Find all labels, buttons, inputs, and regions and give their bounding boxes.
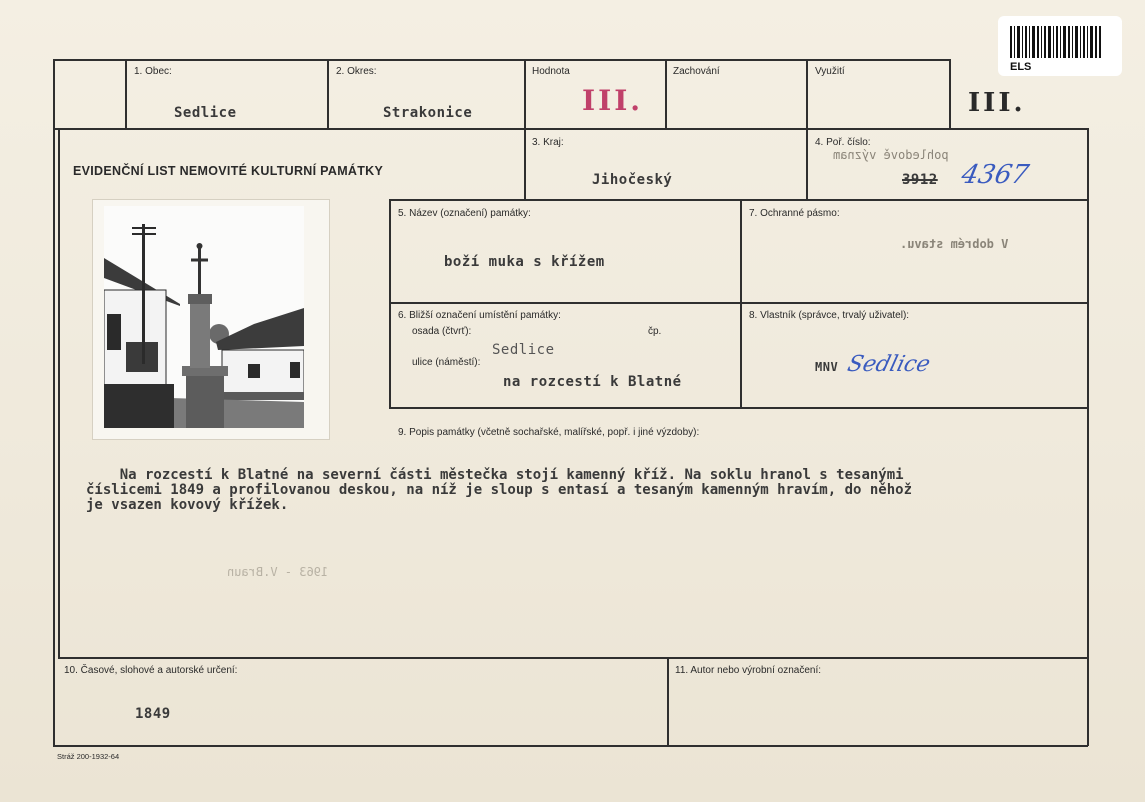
nazev-value: boží muka s křížem	[444, 254, 605, 270]
barcode-sticker	[998, 16, 1122, 76]
vlastnik-label: 8. Vlastník (správce, trvalý uživatel):	[749, 310, 910, 321]
popis-text	[86, 468, 1086, 513]
kraj-value: Jihočeský	[592, 172, 673, 188]
popis-line: je vsazen kovový křížek.	[86, 497, 289, 513]
popis-line: Na rozcestí k Blatné na severní části městečka stojí kamenný kříž. Na soklu hranol s tesanými	[86, 467, 904, 483]
barcode-label: ELS	[1010, 61, 1032, 73]
ulice-value: na rozcestí k Blatné	[503, 374, 682, 390]
casove-label: 10. Časové, slohové a autorské určení:	[64, 665, 238, 676]
hodnota-label: Hodnota	[532, 66, 570, 77]
margin-mark: III.	[968, 88, 1026, 118]
casove-value: 1849	[135, 706, 171, 722]
vlastnik-value: MNV	[815, 360, 839, 374]
bleedthrough-text: 1963 - V.Braun	[227, 565, 329, 579]
okres-label: 2. Okres:	[336, 66, 377, 77]
popis-label: 9. Popis památky (včetně sochařské, malířské, popř. i jiné výzdoby):	[398, 427, 700, 438]
obec-value: Sedlice	[174, 105, 237, 121]
osada-label: osada (čtvrť):	[412, 326, 472, 337]
monument-photo	[104, 206, 304, 428]
ochranne-label: 7. Ochranné pásmo:	[749, 208, 840, 219]
bleedthrough-text: V dobrém stavu.	[900, 237, 1009, 251]
vlastnik-handwritten: Sedlice	[844, 352, 933, 377]
okres-value: Strakonice	[383, 105, 473, 121]
por-cislo-label: 4. Poř. číslo:	[815, 137, 871, 148]
ulice-label: ulice (náměstí):	[412, 357, 481, 368]
barcode-icon	[1010, 26, 1102, 58]
por-cislo-new: 4367	[958, 160, 1032, 190]
hodnota-value: III.	[582, 84, 644, 117]
obec-label: 1. Obec:	[134, 66, 172, 77]
por-cislo-old: 3912	[902, 172, 938, 188]
cp-label: čp.	[648, 326, 662, 337]
bleedthrough-text: pohledově význam	[833, 148, 949, 162]
monument-photo-frame	[92, 199, 330, 440]
osada-value: Sedlice	[492, 342, 555, 358]
autor-label: 11. Autor nebo výrobní označení:	[675, 665, 822, 676]
kraj-label: 3. Kraj:	[532, 137, 564, 148]
umisteni-label: 6. Bližší označení umístění památky:	[398, 310, 561, 321]
form-title: EVIDENČNÍ LIST NEMOVITÉ KULTURNÍ PAMÁTKY	[73, 164, 384, 178]
popis-line: číslicemi 1849 a profilovanou deskou, na níž je sloup s entasí a tesaným kamenným hravím, do něhož	[86, 482, 913, 498]
print-code: Stráž 200-1932-64	[57, 752, 120, 761]
zachovani-label: Zachování	[673, 66, 720, 77]
vyuziti-label: Využití	[815, 66, 845, 77]
nazev-label: 5. Název (označení) památky:	[398, 208, 531, 219]
